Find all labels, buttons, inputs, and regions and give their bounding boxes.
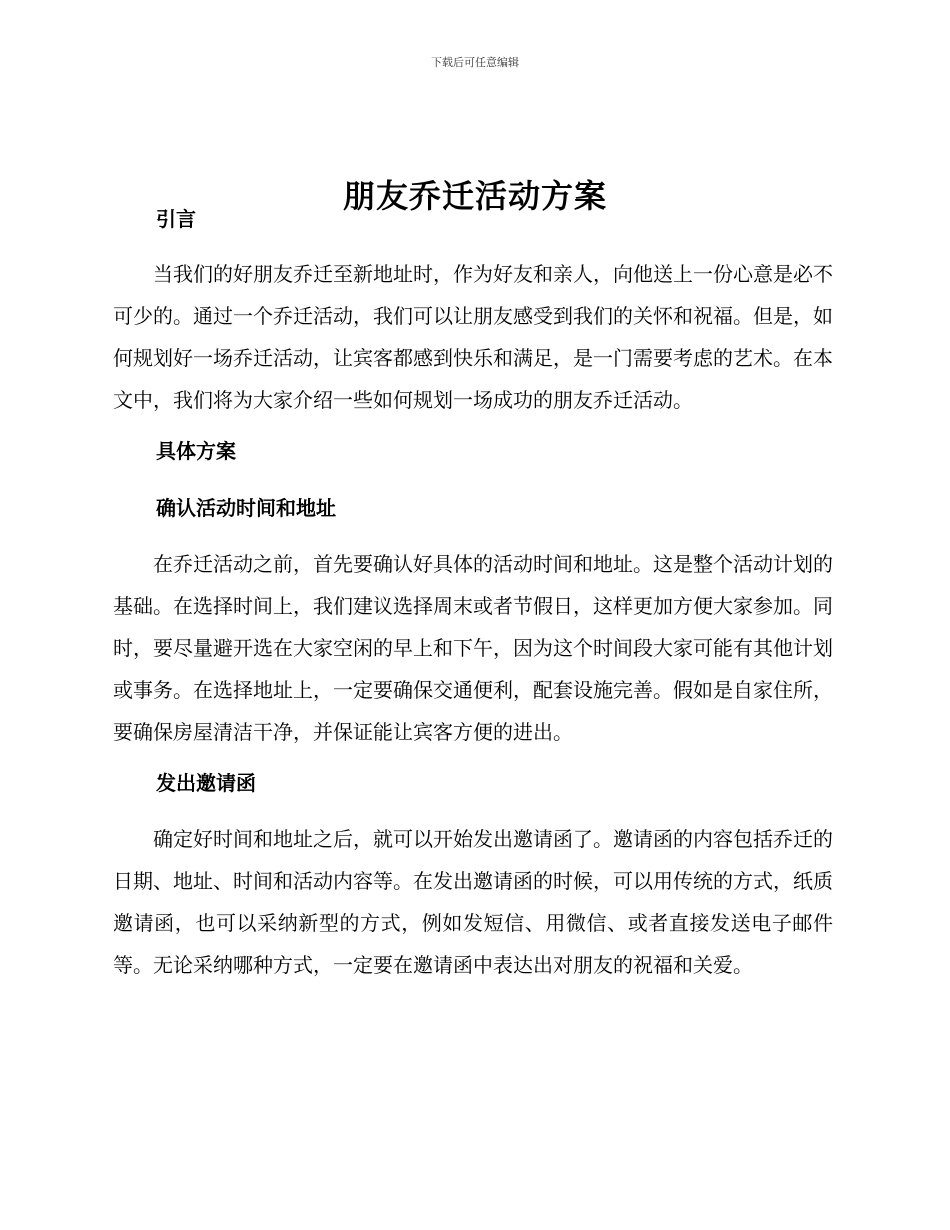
confirm-time-address-paragraph: 在乔迁活动之前，首先要确认好具体的活动时间和地址。这是整个活动计划的基础。在选择时间上，我们建议选择周末或者节假日，这样更加方便大家参加。同时，要尽量避开选在大家空闲的早上和下午，因为这个时间段大家可能有其他计划或事务。在选择地址上，一定要确保交通便利，配套设施完善。假如是自家住所，要确保房屋清洁干净，并保证能让宾客方便的进出。 (113, 552, 833, 744)
send-invitation-paragraph: 确定好时间和地址之后，就可以开始发出邀请函了。邀请函的内容包括乔迁的日期、地址、时间和活动内容等。在发出邀请函的时候，可以用传统的方式，纸质邀请函，也可以采纳新型的方式，例如发短信、用微信、或者直接发送电子邮件等。无论采纳哪种方式，一定要在邀请函中表达出对朋友的祝福和关爱。 (113, 827, 833, 977)
plan-heading: 具体方案 (156, 439, 236, 463)
document-body (113, 198, 833, 986)
intro-paragraph: 当我们的好朋友乔迁至新地址时，作为好友和亲人，向他送上一份心意是必不可少的。通过一个乔迁活动，我们可以让朋友感受到我们的关怀和祝福。但是，如何规划好一场乔迁活动，让宾客都感到快乐和满足，是一门需要考虑的艺术。在本文中，我们将为大家介绍一些如何规划一场成功的朋友乔迁活动。 (113, 262, 833, 412)
confirm-time-address-heading: 确认活动时间和地址 (156, 496, 336, 520)
intro-heading: 引言 (156, 207, 196, 231)
document-title: 朋友乔迁活动方案 (342, 177, 607, 216)
send-invitation-heading: 发出邀请函 (156, 771, 256, 795)
header-note: 下载后可任意编辑 (431, 56, 519, 69)
